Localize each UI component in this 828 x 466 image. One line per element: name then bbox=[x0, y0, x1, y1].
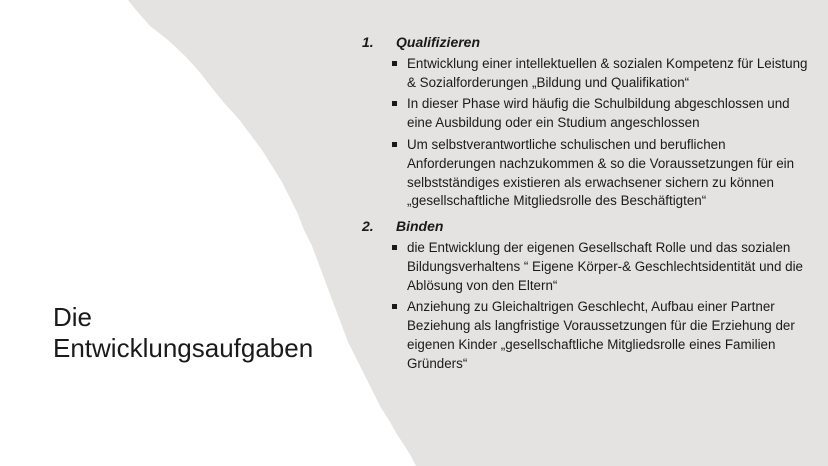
section-number: 2. bbox=[362, 218, 374, 235]
square-bullet-icon bbox=[392, 245, 397, 250]
section-heading-text: Qualifizieren bbox=[396, 34, 481, 50]
square-bullet-icon bbox=[392, 304, 397, 309]
bullet-text: Um selbstverantwortliche schulischen und beruflichen Anforderungen nachzukommen & so die Voraussetzungen für ein selbstständiges existieren als erwachsener sichern zu können „gesellschaftliche Mitgliedsrolle des Beschäftigten“ bbox=[407, 136, 795, 209]
bullet-item bbox=[362, 298, 808, 373]
slide-title bbox=[53, 302, 353, 364]
bullet-item bbox=[362, 95, 808, 133]
bullet-item bbox=[362, 136, 808, 211]
bullet-text: In dieser Phase wird häufig die Schulbildung abgeschlossen und eine Ausbildung oder ein Studium angeschlossen bbox=[407, 96, 790, 131]
square-bullet-icon bbox=[392, 142, 397, 147]
square-bullet-icon bbox=[392, 61, 397, 66]
title-line-1: Die bbox=[53, 302, 93, 332]
section-heading bbox=[362, 33, 808, 52]
bullet-text: die Entwicklung der eigenen Gesellschaft Rolle und das sozialen Bildungsverhaltens “ Eigene Körper-& Geschlechtsidentität und die Ablösung von den Eltern“ bbox=[407, 239, 803, 293]
square-bullet-icon bbox=[392, 101, 397, 106]
section-number: 1. bbox=[362, 34, 374, 50]
title-line-2: Entwicklungsaufgaben bbox=[53, 333, 314, 363]
content-area bbox=[362, 33, 808, 380]
section-binden bbox=[362, 217, 808, 373]
section-heading-text: Binden bbox=[396, 218, 444, 235]
bullet-text: Entwicklung einer intellektuellen & sozialen Kompetenz für Leistung & Sozialforderungen „Bildung und Qualifikation“ bbox=[407, 55, 808, 90]
bullet-item bbox=[362, 55, 808, 93]
section-heading bbox=[362, 217, 808, 236]
section-qualifizieren bbox=[362, 33, 808, 211]
bullet-item bbox=[362, 239, 808, 295]
bullet-text: Anziehung zu Gleichaltrigen Geschlecht, Aufbau einer Partner Beziehung als langfristige Voraussetzungen für die Erziehung der eigenen Kinder „gesellschaftliche Mitgliedsrolle eines Familien Gründers“ bbox=[407, 299, 795, 371]
